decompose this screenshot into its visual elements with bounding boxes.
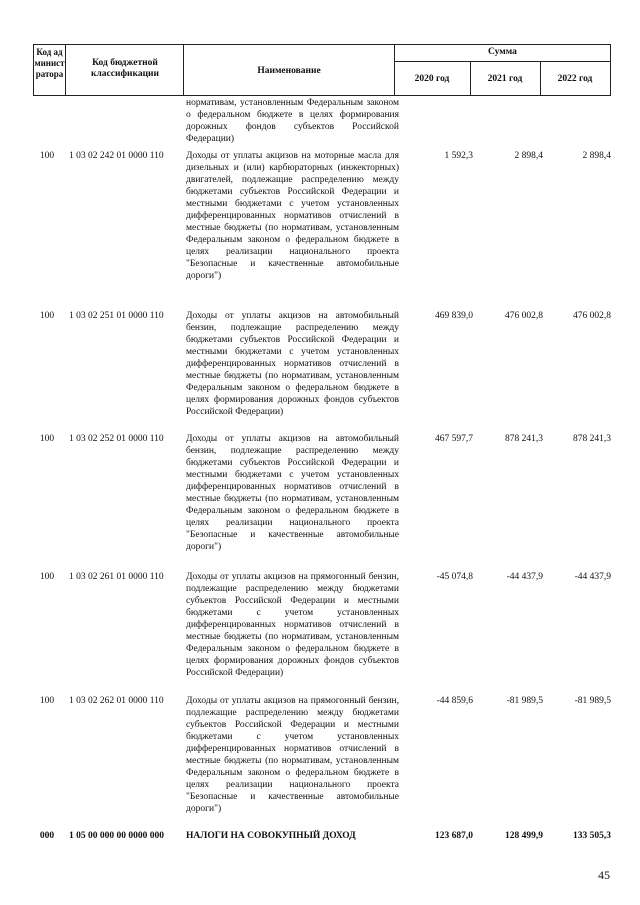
- admin-code: 000: [39, 831, 55, 841]
- header-year-2021: 2021 год: [487, 74, 523, 84]
- admin-code: 100: [39, 151, 55, 161]
- admin-code: 100: [39, 696, 55, 706]
- value-2021: 128 499,9: [505, 831, 543, 841]
- admin-code: 100: [39, 434, 55, 444]
- header-name: Наименование: [257, 66, 321, 76]
- kbk-code: 1 03 02 242 01 0000 110: [69, 151, 164, 161]
- table-header: [33, 44, 611, 96]
- header-admin-code: Код администратора: [34, 47, 65, 79]
- continuation-text: нормативам, установленным Федеральным законом о федеральном бюджете в целях формирования дорожных фондов субъектов Российской Федерации): [186, 98, 399, 144]
- header-kbk: Код бюджетной классификации: [90, 58, 159, 79]
- row-name: Доходы от уплаты акцизов на моторные масла для дизельных и (или) карбюраторных (инжекторных) двигателей, подлежащие распределению между бюджетами субъектов Российской Федерации и местными бюджетами с учетом установленных дифференцированных нормативов отчислений в местные бюджеты (по нормативам, установленным Федеральным законом о федеральном бюджете в целях реализации национального проекта "Безопасные и качественные автомобильные дороги"): [186, 151, 399, 281]
- value-2022: 878 241,3: [573, 434, 611, 444]
- header-sum: Сумма: [488, 47, 517, 57]
- kbk-code: 1 03 02 251 01 0000 110: [69, 311, 164, 321]
- kbk-code: 1 05 00 000 00 0000 000: [69, 831, 164, 841]
- row-name: НАЛОГИ НА СОВОКУПНЫЙ ДОХОД: [186, 831, 356, 841]
- value-2021: 476 002,8: [505, 311, 543, 321]
- row-name: Доходы от уплаты акцизов на автомобильный бензин, подлежащие распределению между бюджетами субъектов Российской Федерации и местными бюджетами с учетом установленных дифференцированных нормативов отчислений в местные бюджеты (по нормативам, установленным Федеральным законом о федеральном бюджете в целях формирования дорожных фондов субъектов Российской Федерации): [186, 311, 399, 417]
- value-2022: 476 002,8: [573, 311, 611, 321]
- admin-code: 100: [39, 572, 55, 582]
- value-2022: -44 437,9: [574, 572, 611, 582]
- value-2021: 2 898,4: [514, 151, 543, 161]
- value-2020: 467 597,7: [435, 434, 473, 444]
- row-name: Доходы от уплаты акцизов на прямогонный бензин, подлежащие распределению между бюджетами субъектов Российской Федерации и местными бюджетами с учетом установленных дифференцированных нормативов отчислений в местные бюджеты (по нормативам, установленным Федеральным законом о федеральном бюджете в целях формирования дорожных фондов субъектов Российской Федерации): [186, 572, 399, 678]
- page-number: 45: [598, 868, 610, 882]
- value-2021: -44 437,9: [506, 572, 543, 582]
- admin-code: 100: [39, 311, 55, 321]
- kbk-code: 1 03 02 261 01 0000 110: [69, 572, 164, 582]
- value-2021: -81 989,5: [506, 696, 543, 706]
- value-2022: 2 898,4: [582, 151, 611, 161]
- value-2020: 469 839,0: [435, 311, 473, 321]
- value-2022: -81 989,5: [574, 696, 611, 706]
- kbk-code: 1 03 02 262 01 0000 110: [69, 696, 164, 706]
- header-year-2022: 2022 год: [557, 74, 593, 84]
- header-year-2020: 2020 год: [414, 74, 450, 84]
- value-2020: -44 859,6: [436, 696, 473, 706]
- value-2022: 133 505,3: [573, 831, 611, 841]
- value-2021: 878 241,3: [505, 434, 543, 444]
- row-name: Доходы от уплаты акцизов на прямогонный бензин, подлежащие распределению между бюджетами субъектов Российской Федерации и местными бюджетами с учетом установленных дифференцированных нормативов отчислений в местные бюджеты (по нормативам, установленным Федеральным законом о федеральном бюджете в целях реализации национального проекта "Безопасные и качественные автомобильные дороги"): [186, 696, 399, 814]
- value-2020: 123 687,0: [435, 831, 473, 841]
- value-2020: -45 074,8: [436, 572, 473, 582]
- row-name: Доходы от уплаты акцизов на автомобильный бензин, подлежащие распределению между бюджетами субъектов Российской Федерации и местными бюджетами с учетом установленных дифференцированных нормативов отчислений в местные бюджеты (по нормативам, установленным Федеральным законом о федеральном бюджете в целях реализации национального проекта "Безопасные и качественные автомобильные дороги"): [186, 434, 399, 552]
- value-2020: 1 592,3: [444, 151, 473, 161]
- kbk-code: 1 03 02 252 01 0000 110: [69, 434, 164, 444]
